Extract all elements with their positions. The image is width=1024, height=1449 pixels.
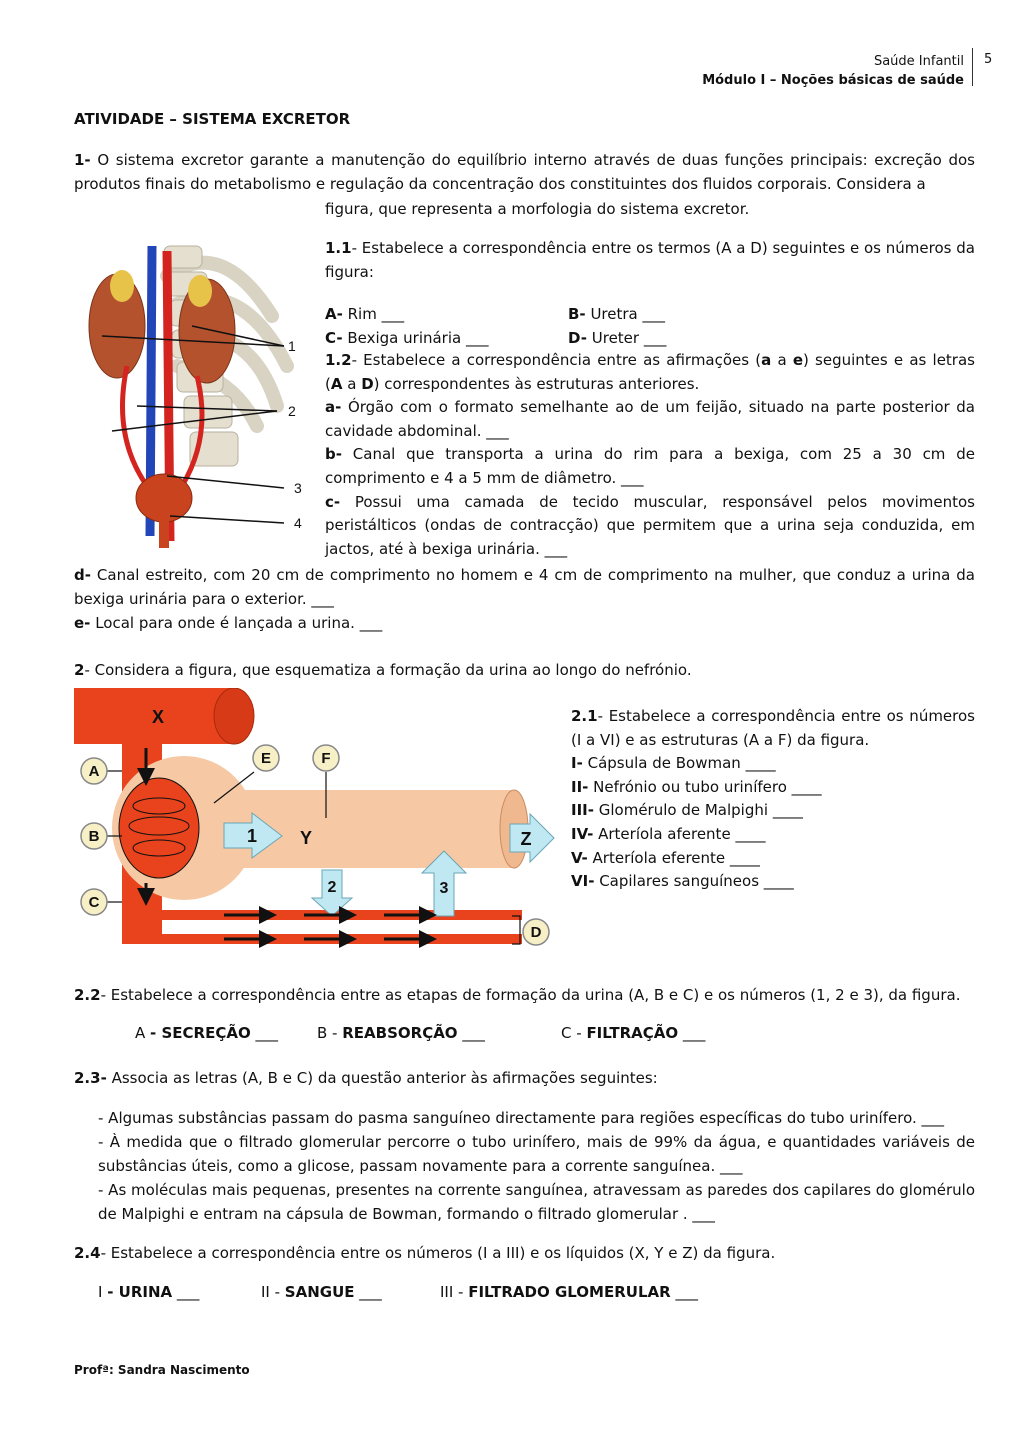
stage-a-post: ___ bbox=[250, 1024, 278, 1042]
question-1-2-text-c: a bbox=[342, 374, 362, 393]
question-1-2-text-a: - Estabelece a correspondência entre as afirmações ( bbox=[351, 351, 762, 369]
question-1-1 bbox=[325, 237, 975, 284]
terms-column-2 bbox=[568, 302, 666, 350]
liquid-1-pre: I bbox=[98, 1283, 108, 1301]
item-II-num: II- bbox=[571, 777, 589, 796]
term-a bbox=[325, 302, 488, 326]
liquid-3-bold: FILTRADO GLOMERULAR bbox=[468, 1283, 671, 1301]
term-a-letter: A- bbox=[325, 305, 343, 323]
item-III bbox=[571, 799, 975, 823]
question-1-2 bbox=[325, 349, 975, 561]
question-2-intro bbox=[74, 658, 975, 682]
statement-d-letter: d- bbox=[74, 566, 91, 584]
header-subtitle bbox=[702, 52, 964, 90]
stage-a-pre: A bbox=[135, 1024, 151, 1042]
stage-a-bold: - SECREÇÃO bbox=[150, 1024, 251, 1042]
question-2-4-number: 2.4 bbox=[74, 1244, 101, 1262]
statement-b-text: Canal que transporta a urina do rim para a bexiga, com 25 a 30 cm de comprimento e 4 a 5 mm de diâmetro. ___ bbox=[325, 445, 975, 487]
question-1-text-end: figura, que representa a morfologia do sistema excretor. bbox=[325, 200, 750, 218]
diagram-label-D: D bbox=[530, 924, 542, 941]
liquid-2-post: ___ bbox=[354, 1283, 382, 1301]
term-b bbox=[568, 302, 666, 326]
question-1-2-text-d: ) correspondentes às estruturas anteriores. bbox=[373, 374, 700, 393]
question-2-number: 2 bbox=[74, 661, 85, 679]
statement-d-text: Canal estreito, com 20 cm de comprimento no homem e 4 cm de comprimento na mulher, que conduz a urina da bexiga urinária para o exterior. ___ bbox=[74, 566, 975, 608]
item-V-num: V- bbox=[571, 848, 588, 867]
excretory-system-figure bbox=[72, 236, 312, 548]
question-1-2-bold-e: e bbox=[792, 351, 804, 369]
statement-c bbox=[325, 491, 975, 562]
liquid-1-post: ___ bbox=[172, 1283, 200, 1301]
statement-b bbox=[325, 443, 975, 490]
stage-a bbox=[135, 1024, 278, 1042]
item-IV-text: Arteríola aferente ____ bbox=[598, 824, 766, 843]
item-II-text: Nefrónio ou tubo urinífero ____ bbox=[593, 777, 822, 796]
item-V bbox=[571, 847, 975, 871]
statement-c-text: Possui uma camada de tecido muscular, responsável pelos movimentos peristálticos (ondas de contracção) que permitem que a urina seja conduzida, em jactos, até à bexiga urinária. ___ bbox=[325, 492, 975, 558]
term-c-letter: C- bbox=[325, 329, 343, 347]
association-list bbox=[98, 1106, 975, 1226]
question-2-1-text: - Estabelece a correspondência entre os números (I a VI) e as estruturas (A a F) da figura. bbox=[571, 707, 975, 749]
nephron-diagram bbox=[74, 688, 560, 958]
figure-1-label-2: 2 bbox=[288, 403, 296, 419]
stage-c-bold: FILTRAÇÃO bbox=[586, 1024, 679, 1042]
term-d-letter: D- bbox=[568, 329, 587, 347]
question-1-intro bbox=[74, 148, 975, 196]
statement-c-letter: c- bbox=[325, 492, 341, 511]
question-1-1-number: 1.1 bbox=[325, 239, 352, 257]
figure-1-label-4: 4 bbox=[294, 515, 302, 531]
diagram-label-1: 1 bbox=[246, 826, 258, 846]
diagram-label-3: 3 bbox=[439, 880, 449, 897]
question-2-4-text: - Estabelece a correspondência entre os números (I a III) e os líquidos (X, Y e Z) da figura. bbox=[100, 1244, 776, 1262]
stage-c bbox=[561, 1024, 705, 1042]
header-module: Módulo I – Noções básicas de saúde bbox=[702, 73, 964, 88]
diagram-label-X: X bbox=[151, 707, 165, 727]
term-b-text: Uretra ___ bbox=[590, 305, 666, 323]
item-IV bbox=[571, 823, 975, 847]
question-2-2 bbox=[74, 983, 975, 1007]
diagram-label-E: E bbox=[260, 750, 272, 767]
statement-e bbox=[74, 611, 975, 635]
item-III-text: Glomérulo de Malpighi ____ bbox=[598, 801, 803, 820]
liquid-1 bbox=[98, 1283, 199, 1301]
statements-d-e bbox=[74, 563, 975, 635]
figure-1-label-1: 1 bbox=[288, 338, 296, 354]
item-VI-num: VI- bbox=[571, 872, 595, 891]
statement-a-text: Órgão com o formato semelhante ao de um feijão, situado na parte posterior da cavidade abdominal. ___ bbox=[325, 398, 975, 440]
diagram-label-Z: Z bbox=[520, 829, 532, 849]
term-a-text: Rim ___ bbox=[347, 305, 405, 323]
liquid-3 bbox=[440, 1283, 698, 1301]
figure-1-label-3: 3 bbox=[294, 480, 302, 496]
stage-b-pre: B - bbox=[317, 1024, 343, 1042]
question-1-1-text: - Estabelece a correspondência entre os termos (A a D) seguintes e os números da figura: bbox=[325, 239, 975, 281]
term-c-text: Bexiga urinária ___ bbox=[347, 329, 489, 347]
question-2-3-number: 2.3- bbox=[74, 1069, 107, 1087]
stage-b bbox=[317, 1024, 485, 1042]
item-II bbox=[571, 776, 975, 800]
question-2-1-number: 2.1 bbox=[571, 707, 598, 725]
terms-column-1 bbox=[325, 302, 488, 350]
question-1-2-prompt bbox=[325, 349, 975, 396]
question-2-2-text: - Estabelece a correspondência entre as etapas de formação da urina (A, B e C) e os números (1, 2 e 3), da figura. bbox=[100, 986, 961, 1004]
diagram-label-Y: Y bbox=[299, 828, 313, 848]
association-3: - As moléculas mais pequenas, presentes na corrente sanguínea, atravessam as paredes dos capilares do glomérulo de Malpighi e entram na cápsula de Bowman, formando o filtrado glomerular . ___ bbox=[98, 1181, 976, 1223]
item-I-num: I- bbox=[571, 754, 583, 773]
question-1-2-mid: a bbox=[771, 351, 793, 369]
question-2-1-prompt bbox=[571, 705, 975, 752]
question-1-2-bold-a: a bbox=[761, 351, 772, 369]
diagram-label-C: C bbox=[88, 894, 100, 911]
term-d-text: Ureter ___ bbox=[591, 329, 667, 347]
question-1-2-number: 1.2 bbox=[325, 351, 352, 369]
question-2-4 bbox=[74, 1241, 975, 1265]
statement-e-text: Local para onde é lançada a urina. ___ bbox=[95, 614, 383, 632]
stage-b-post: ___ bbox=[457, 1024, 485, 1042]
diagram-label-2: 2 bbox=[327, 879, 337, 896]
question-2-3-text: Associa as letras (A, B e C) da questão anterior às afirmações seguintes: bbox=[111, 1069, 658, 1087]
item-I bbox=[571, 752, 975, 776]
term-b-letter: B- bbox=[568, 305, 586, 323]
term-d bbox=[568, 326, 666, 350]
liquid-3-post: ___ bbox=[670, 1283, 698, 1301]
question-2-text: - Considera a figura, que esquematiza a formação da urina ao longo do nefrónio. bbox=[84, 661, 692, 679]
item-IV-num: IV- bbox=[571, 824, 594, 843]
association-1: - Algumas substâncias passam do pasma sanguíneo directamente para regiões específicas do tubo urinífero. ___ bbox=[98, 1109, 945, 1127]
question-1-2-text-b: ) seguintes e as letras ( bbox=[325, 351, 975, 393]
header-divider bbox=[972, 48, 973, 86]
liquid-2-pre: II - bbox=[261, 1283, 285, 1301]
diagram-label-F: F bbox=[321, 750, 331, 767]
diagram-label-B: B bbox=[88, 828, 100, 845]
statement-b-letter: b- bbox=[325, 445, 342, 464]
page-number: 5 bbox=[984, 52, 993, 67]
item-VI-text: Capilares sanguíneos ____ bbox=[599, 872, 794, 891]
term-c bbox=[325, 326, 488, 350]
stage-c-pre: C - bbox=[561, 1024, 587, 1042]
item-V-text: Arteríola eferente ____ bbox=[592, 848, 760, 867]
page-title: ATIVIDADE – SISTEMA EXCRETOR bbox=[74, 110, 351, 128]
item-III-num: III- bbox=[571, 801, 594, 820]
question-2-1 bbox=[571, 705, 975, 894]
statement-d bbox=[74, 563, 975, 611]
question-1-2-bold-A: A bbox=[330, 374, 343, 393]
statement-a bbox=[325, 396, 975, 443]
question-2-3 bbox=[74, 1066, 975, 1090]
question-1-text: O sistema excretor garante a manutenção do equilíbrio interno através de duas funções principais: excreção dos produtos finais do metabolismo e regulação da concentração dos constituintes dos fluidos corporais. Considera a bbox=[74, 151, 975, 193]
liquid-3-pre: III - bbox=[440, 1283, 469, 1301]
liquid-1-bold: - URINA bbox=[107, 1283, 173, 1301]
question-1-number: 1- bbox=[74, 151, 91, 169]
statement-a-letter: a- bbox=[325, 398, 342, 417]
question-2-2-number: 2.2 bbox=[74, 986, 101, 1004]
header-course: Saúde Infantil bbox=[873, 54, 964, 69]
association-2: - À medida que o filtrado glomerular percorre o tubo urinífero, mais de 99% da água, e quantidades variáveis de substâncias úteis, como a glicose, passam novamente para a corrente sanguínea. ___ bbox=[98, 1133, 975, 1175]
stage-c-post: ___ bbox=[678, 1024, 706, 1042]
statement-e-letter: e- bbox=[74, 614, 91, 632]
question-1-2-bold-D: D bbox=[361, 374, 374, 393]
liquid-2-bold: SANGUE bbox=[284, 1283, 355, 1301]
liquid-2 bbox=[261, 1283, 382, 1301]
stage-b-bold: REABSORÇÃO bbox=[342, 1024, 458, 1042]
footer-author: Profª: Sandra Nascimento bbox=[74, 1363, 250, 1377]
item-VI bbox=[571, 870, 975, 894]
item-I-text: Cápsula de Bowman ____ bbox=[587, 754, 776, 773]
diagram-label-A: A bbox=[88, 763, 100, 780]
